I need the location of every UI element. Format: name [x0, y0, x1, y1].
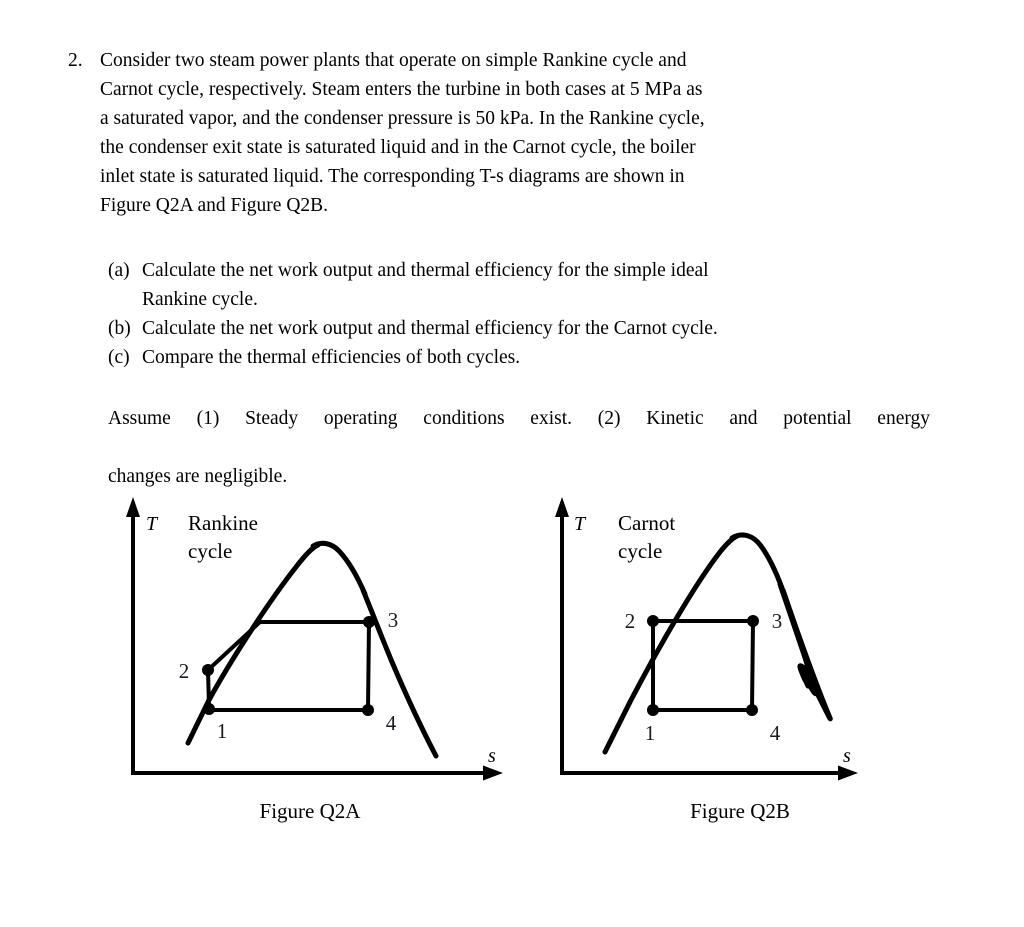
cycle-title-line2-q2a: cycle — [188, 539, 233, 563]
assumptions-line-2: changes are negligible. — [108, 466, 288, 487]
part-c-text: Compare the thermal efficiencies of both cycles. — [142, 347, 521, 368]
question-text — [100, 46, 930, 220]
s-axis-label-q2a: s — [488, 745, 496, 767]
state-label-4-q2a: 4 — [385, 711, 397, 735]
saturation-dome-left-q2b — [605, 536, 737, 752]
t-axis-label-q2b: T — [574, 513, 586, 535]
state-label-4-q2b: 4 — [769, 721, 781, 745]
saturation-dome-top-q2a — [313, 543, 365, 594]
part-a-label: (a) — [108, 260, 130, 281]
part-c-label: (c) — [108, 347, 130, 368]
state-point-4-q2a — [362, 704, 374, 716]
question-block — [68, 46, 930, 220]
part-c — [108, 343, 928, 372]
state-label-3-q2b: 3 — [771, 609, 783, 633]
question-line-2: Carnot cycle, respectively. Steam enters the turbine in both cases at 5 MPa as — [100, 79, 703, 100]
part-b-text: Calculate the net work output and thermal efficiency for the Carnot cycle. — [142, 318, 718, 339]
s-axis-q2a — [131, 766, 503, 781]
figure-q2a-chart — [110, 490, 510, 800]
part-a-line-1: Calculate the net work output and thermal efficiency for the simple ideal — [142, 260, 709, 281]
state-point-1-q2a — [203, 703, 215, 715]
part-a — [108, 256, 928, 314]
question-number: 2. — [68, 50, 83, 71]
cycle-title-line1-q2a: Rankine — [188, 511, 258, 535]
question-line-4: the condenser exit state is saturated liquid and in the Carnot cycle, the boiler — [100, 137, 696, 158]
state-point-2-q2a — [202, 664, 214, 676]
question-row — [68, 46, 930, 220]
t-axis-label-q2a: T — [146, 513, 158, 535]
figure-q2b-chart — [540, 490, 940, 800]
part-b — [108, 314, 928, 343]
question-line-6: Figure Q2A and Figure Q2B. — [100, 195, 329, 216]
cycle-path-q2a — [208, 622, 371, 710]
s-axis-label-q2b: s — [843, 745, 851, 767]
state-point-4-q2b — [746, 704, 758, 716]
assumptions-line-1: Assume (1) Steady operating conditions exist. (2) Kinetic and potential energy — [108, 408, 930, 429]
state-label-2-q2b: 2 — [624, 609, 636, 633]
state-point-3-q2b — [747, 615, 759, 627]
saturation-dome-top-q2b — [732, 535, 782, 588]
state-point-3-q2a — [363, 616, 375, 628]
t-axis-q2a — [126, 497, 140, 773]
figure-q2b-caption: Figure Q2B — [690, 799, 790, 823]
part-b-label: (b) — [108, 318, 131, 339]
assumptions-paragraph — [108, 404, 930, 491]
s-axis-q2b — [560, 766, 858, 781]
state-label-1-q2b: 1 — [644, 721, 656, 745]
part-a-line-2: Rankine cycle. — [142, 289, 258, 310]
state-label-2-q2a: 2 — [178, 659, 190, 683]
question-line-5: inlet state is saturated liquid. The corresponding T-s diagrams are shown in — [100, 166, 685, 187]
state-point-1-q2b — [647, 704, 659, 716]
saturation-dome-right-tail-q2b — [783, 590, 830, 719]
state-point-2-q2b — [647, 615, 659, 627]
saturation-dome-right-q2a — [363, 590, 436, 756]
part-a-text — [142, 256, 928, 314]
t-axis-q2b — [555, 497, 569, 773]
question-parts — [108, 256, 928, 372]
state-label-1-q2a: 1 — [216, 719, 228, 743]
cycle-title-line1-q2b: Carnot — [618, 511, 676, 535]
cycle-title-line2-q2b: cycle — [618, 539, 663, 563]
figure-q2a-caption: Figure Q2A — [259, 799, 361, 823]
question-line-1: Consider two steam power plants that operate on simple Rankine cycle and — [100, 50, 687, 71]
question-line-3: a saturated vapor, and the condenser pressure is 50 kPa. In the Rankine cycle, — [100, 108, 705, 129]
state-label-3-q2a: 3 — [387, 608, 399, 632]
